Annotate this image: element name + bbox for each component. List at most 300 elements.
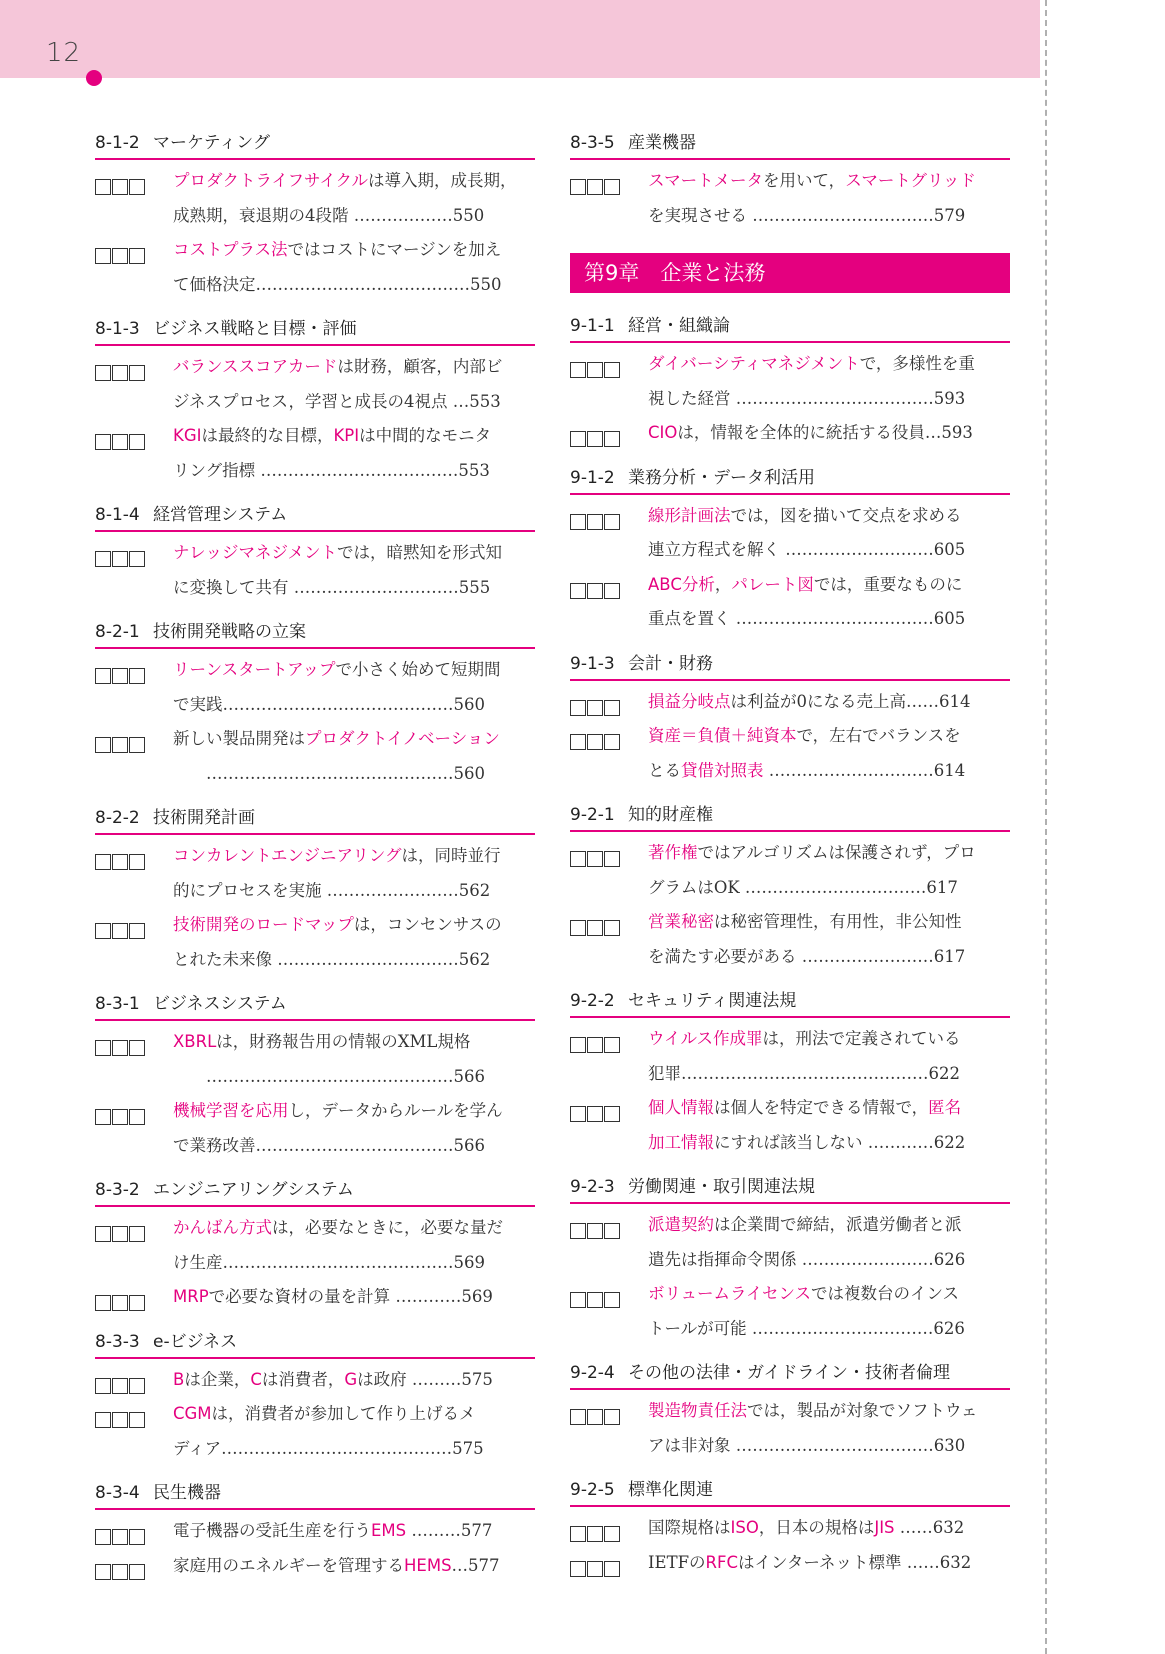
checkbox[interactable] [112,1412,128,1428]
item-text: にすれば該当しない …………622 [714,1132,966,1152]
checkbox[interactable] [570,920,586,936]
checkbox[interactable] [587,1409,603,1425]
checkbox[interactable] [95,365,111,381]
keyword: MRP [173,1287,209,1306]
checkbox[interactable] [129,1564,145,1580]
checklist-item [95,1397,535,1466]
checkbox[interactable] [587,1561,603,1577]
keyword: 資産＝負債＋純資本 [648,726,797,745]
item-line [648,1126,1010,1161]
item-line [648,1312,1010,1347]
checkbox[interactable] [604,1223,620,1239]
left-column [95,128,535,1595]
checkbox[interactable] [604,920,620,936]
checkbox[interactable] [570,1106,586,1122]
keyword: 機械学習を応用 [173,1101,289,1120]
section-9-1-2 [570,463,1010,637]
item-line [648,905,1010,940]
keyword: ISO [730,1518,759,1537]
item-text: 重点を置く ………………………………605 [648,609,966,628]
item-line [648,754,1010,789]
checklist-item [95,1514,535,1549]
keyword: プロダクトライフサイクル [173,171,369,190]
checkbox[interactable] [587,431,603,447]
checkbox[interactable] [95,1412,111,1428]
section-number: 8-3-5 [570,133,615,153]
checklist-item [95,164,535,233]
item-text: に変換して共有 …………………………555 [173,577,491,597]
item-line [173,233,535,268]
section-heading [570,1358,1010,1390]
checkbox[interactable] [112,1040,128,1056]
checkbox[interactable] [570,514,586,530]
checkbox[interactable] [604,514,620,530]
section-title: その他の法律・ガイドライン・技術者倫理 [628,1363,950,1383]
item-text: ………577 [406,1521,493,1540]
checkbox-group [570,1555,621,1590]
checkbox[interactable] [587,362,603,378]
checkbox[interactable] [604,1292,620,1308]
item-text: は，財務報告用の情報のXML規格 [216,1032,471,1051]
item-text: とれた未来像 ……………………………562 [173,949,491,969]
keyword: ダイバーシティマネジメント [648,354,860,373]
item-text: は財務，顧客，内部ビ [337,357,503,376]
item-line [648,164,1010,199]
item-text: IETFの [648,1552,706,1572]
checkbox[interactable] [604,1409,620,1425]
item-text: は企業間で締結，派遣労働者と派 [714,1215,962,1234]
checkbox[interactable] [587,734,603,750]
keyword: CIO [648,423,678,442]
checkbox[interactable] [587,851,603,867]
item-text: は，刑法で定義されている [762,1029,961,1048]
item-text: は企業， [184,1369,251,1389]
section-heading [95,500,535,532]
item-text: アは非対象 ………………………………630 [648,1435,966,1455]
checkbox[interactable] [129,854,145,870]
checkbox-group [95,731,146,766]
checkbox[interactable] [587,700,603,716]
item-line [173,1397,535,1432]
item-line [648,871,1010,906]
item-text: ではコストにマージンを加え [287,240,502,259]
item-text: て価格決定…………………………………550 [173,274,502,294]
checklist-item [95,722,535,791]
checkbox-group [95,1220,146,1255]
checkbox[interactable] [112,1109,128,1125]
item-text: 的にプロセスを実施 ……………………562 [173,880,491,900]
checkbox[interactable] [587,583,603,599]
keyword: スマートメータ [648,171,764,190]
header-band [0,0,1040,78]
checkbox[interactable] [95,737,111,753]
item-line [173,454,535,489]
keyword: 損益分岐点 [648,691,731,711]
checkbox-group [570,577,621,612]
checkbox[interactable] [112,1295,128,1311]
item-text: は，消費者が参加して作り上げるメ [211,1404,476,1423]
checkbox[interactable] [95,668,111,684]
checkbox[interactable] [129,923,145,939]
section-9-2-3 [570,1172,1010,1346]
keyword: 派遣契約 [648,1215,714,1234]
checkbox[interactable] [570,1526,586,1542]
keyword: KPI [333,426,360,445]
checklist-item [570,836,1010,905]
checkbox[interactable] [95,1378,111,1394]
checkbox-group [570,1217,621,1252]
item-line [648,347,1010,382]
item-line [648,602,1010,637]
item-line [173,1432,535,1467]
keyword: コストプラス法 [173,240,288,259]
checkbox[interactable] [587,1106,603,1122]
keyword: バランススコアカード [173,357,338,376]
item-text: はインターネット標準 ……632 [738,1552,972,1572]
keyword: ウイルス作成罪 [648,1029,763,1048]
right-column [570,128,1010,1592]
checkbox[interactable] [112,1564,128,1580]
item-line [173,653,535,688]
section-heading [95,1478,535,1510]
section-number: 8-3-2 [95,1180,140,1200]
item-text: ，日本の規格は [758,1518,875,1537]
checkbox[interactable] [95,434,111,450]
checklist-item [95,653,535,722]
item-line [173,385,535,420]
checkbox[interactable] [587,179,603,195]
item-line [173,1060,535,1095]
checklist-item [570,1091,1010,1160]
section-title: 民生機器 [153,1483,221,1503]
item-text: 電子機器の受託生産を行う [173,1521,371,1540]
item-line [648,1394,1010,1429]
checkbox[interactable] [95,1040,111,1056]
checkbox[interactable] [95,179,111,195]
checklist-item [570,347,1010,416]
checkbox[interactable] [95,551,111,567]
checklist-item [570,1208,1010,1277]
item-text: け生産……………………………………569 [173,1252,485,1272]
section-8-3-3 [95,1327,535,1467]
item-line [648,1091,1010,1126]
item-text: は，必要なときに，必要な量だ [272,1218,503,1237]
checkbox[interactable] [587,1526,603,1542]
checkbox[interactable] [95,1529,111,1545]
section-8-3-1 [95,989,535,1163]
page-number: 12 [46,38,82,68]
keyword: ボリュームライセンス [648,1284,812,1303]
checkbox-group [95,1289,146,1324]
checkbox[interactable] [129,365,145,381]
checkbox[interactable] [604,851,620,867]
item-text: で，左右でバランスを [796,726,961,745]
section-heading [95,128,535,160]
item-line [648,1429,1010,1464]
checklist-item [95,536,535,605]
checkbox[interactable] [604,1526,620,1542]
item-line [648,199,1010,234]
item-text: ………………………………………560 [173,763,485,783]
keyword: XBRL [173,1032,217,1051]
item-text: を用いて， [763,171,846,190]
section-heading [570,800,1010,832]
section-title: 産業機器 [628,133,696,153]
checkbox[interactable] [570,1561,586,1577]
checkbox[interactable] [95,1226,111,1242]
keyword: パレート図 [731,574,814,594]
section-number: 8-3-4 [95,1483,140,1503]
section-heading [95,803,535,835]
item-line [173,908,535,943]
checkbox[interactable] [129,1226,145,1242]
checkbox[interactable] [129,1040,145,1056]
checkbox[interactable] [587,1037,603,1053]
item-line [648,685,1010,720]
section-9-2-5 [570,1475,1010,1580]
section-9-1-3 [570,649,1010,789]
checkbox[interactable] [112,668,128,684]
checkbox[interactable] [129,737,145,753]
checkbox[interactable] [112,923,128,939]
section-8-3-5 [570,128,1010,233]
checkbox-group [570,1286,621,1321]
item-line [173,1025,535,1060]
checklist-item [570,685,1010,720]
keyword: 個人情報 [648,1098,714,1117]
item-line [648,1511,1010,1546]
checkbox[interactable] [129,1109,145,1125]
section-9-1-1 [570,311,1010,451]
checkbox[interactable] [129,551,145,567]
item-line [173,1549,535,1584]
item-line [648,568,1010,603]
checkbox[interactable] [95,248,111,264]
checkbox[interactable] [112,551,128,567]
item-text: とる [648,760,681,780]
checkbox[interactable] [570,734,586,750]
checkbox[interactable] [129,1529,145,1545]
item-line [173,839,535,874]
keyword: JIS [874,1518,895,1537]
item-line [648,940,1010,975]
section-8-1-2 [95,128,535,302]
item-line [173,1246,535,1281]
checkbox[interactable] [570,851,586,867]
checkbox[interactable] [112,1226,128,1242]
checkbox-group [570,1100,621,1135]
checkbox[interactable] [604,1106,620,1122]
checkbox[interactable] [129,1295,145,1311]
section-title: 経営管理システム [153,505,288,525]
section-number: 8-1-2 [95,133,140,153]
section-title: 技術開発戦略の立案 [153,622,306,642]
section-heading [95,1327,535,1359]
checkbox[interactable] [112,179,128,195]
keyword: スマートグリッド [845,171,976,190]
item-line [173,688,535,723]
item-text: は個人を特定できる情報で， [714,1098,929,1117]
item-text: 国際規格は [648,1518,731,1537]
checkbox[interactable] [112,1378,128,1394]
section-heading [570,649,1010,681]
checkbox-group [570,914,621,949]
checkbox[interactable] [587,514,603,530]
item-text: ジネスプロセス，学習と成長の4視点 …553 [173,391,501,411]
checkbox[interactable] [587,1292,603,1308]
section-number: 8-2-2 [95,808,140,828]
keyword: プロダクトイノベーション [305,729,500,748]
checkbox[interactable] [95,1564,111,1580]
section-heading [570,986,1010,1018]
keyword: 著作権 [648,843,698,862]
checkbox[interactable] [570,179,586,195]
checkbox[interactable] [570,583,586,599]
section-9-2-4 [570,1358,1010,1463]
checkbox[interactable] [587,920,603,936]
keyword: コンカレントエンジニアリング [173,846,402,865]
checklist-item [570,905,1010,974]
checkbox[interactable] [95,1109,111,1125]
section-number: 9-2-4 [570,1363,615,1383]
section-title: 知的財産権 [628,805,713,825]
checkbox-group [570,173,621,208]
checkbox[interactable] [112,365,128,381]
checkbox[interactable] [604,700,620,716]
item-text: 連立方程式を解く ………………………605 [648,540,966,559]
checkbox[interactable] [95,1295,111,1311]
checkbox-group [570,356,621,391]
section-heading [95,989,535,1021]
keyword: 技術開発のロードマップ [173,915,354,934]
item-text: は利益が0になる売上高……614 [730,691,971,711]
checkbox[interactable] [604,1561,620,1577]
checkbox[interactable] [95,854,111,870]
item-line [173,419,535,454]
checkbox[interactable] [570,1409,586,1425]
cut-line [1045,0,1047,1654]
item-line [173,1514,535,1549]
item-line [173,757,535,792]
checklist-item [95,1094,535,1163]
item-text: トールが可能 ……………………………626 [648,1318,965,1338]
checkbox[interactable] [112,737,128,753]
checkbox-group [95,428,146,463]
item-text: は導入期，成長期， [368,171,517,190]
checkbox[interactable] [587,1223,603,1239]
item-line [173,1211,535,1246]
checkbox-group [570,845,621,880]
checklist-item [570,1022,1010,1091]
checkbox[interactable] [604,1037,620,1053]
item-text: 視した経営 ………………………………593 [648,388,966,408]
checkbox[interactable] [604,431,620,447]
section-title: ビジネスシステム [153,994,287,1014]
section-9-2-2 [570,986,1010,1160]
item-text: …577 [451,1555,500,1575]
checkbox[interactable] [129,1412,145,1428]
checkbox[interactable] [570,362,586,378]
checkbox[interactable] [112,854,128,870]
section-8-3-2 [95,1175,535,1315]
checkbox[interactable] [604,734,620,750]
item-text: では複数台のインス [811,1284,960,1303]
section-9-2-1 [570,800,1010,974]
item-line [173,571,535,606]
keyword: KGI [173,426,202,445]
checkbox-group [570,425,621,460]
item-text: ……632 [894,1518,965,1537]
item-text: は秘密管理性，有用性，非公知性 [714,912,962,931]
section-heading [95,1175,535,1207]
item-line [173,350,535,385]
checkbox-group [95,917,146,952]
checkbox[interactable] [129,668,145,684]
checklist-item [570,719,1010,788]
checkbox-group [95,242,146,277]
item-text: で実践……………………………………560 [173,694,485,714]
chapter-heading: 第9章 企業と法務 [570,253,1010,293]
checkbox[interactable] [129,434,145,450]
item-line [173,1129,535,1164]
section-number: 8-1-3 [95,319,140,339]
keyword: EMS [371,1521,407,1540]
page-number-dot [86,70,102,86]
checkbox-group [95,173,146,208]
checkbox-group [95,1034,146,1069]
item-line [648,382,1010,417]
section-heading [95,314,535,346]
item-line [648,719,1010,754]
checkbox[interactable] [112,434,128,450]
keyword: 匿名 [928,1098,962,1117]
keyword: 加工情報 [648,1132,714,1152]
keyword: 営業秘密 [648,912,714,931]
item-line [173,536,535,571]
item-text: は，コンセンサスの [353,915,502,934]
section-number: 9-2-1 [570,805,615,825]
checkbox[interactable] [604,583,620,599]
section-heading [570,463,1010,495]
section-heading [570,128,1010,160]
item-line [648,836,1010,871]
item-line [173,199,535,234]
checkbox[interactable] [570,700,586,716]
keyword: ABC分析 [648,574,715,594]
checkbox[interactable] [129,248,145,264]
checkbox[interactable] [112,248,128,264]
checkbox[interactable] [570,431,586,447]
section-title: 技術開発計画 [153,808,255,828]
item-text: 犯罪………………………………………622 [648,1063,960,1083]
checkbox[interactable] [129,1378,145,1394]
checkbox[interactable] [570,1223,586,1239]
checkbox[interactable] [570,1292,586,1308]
checkbox[interactable] [129,179,145,195]
checkbox[interactable] [95,923,111,939]
item-line [648,1022,1010,1057]
checkbox-group [95,1406,146,1441]
checklist-item [570,1277,1010,1346]
section-number: 9-2-3 [570,1177,615,1197]
item-text: ディア……………………………………575 [173,1438,484,1458]
checkbox[interactable] [604,179,620,195]
checkbox[interactable] [112,1529,128,1545]
section-heading [95,617,535,649]
checkbox[interactable] [604,362,620,378]
checkbox[interactable] [570,1037,586,1053]
checklist-item [95,419,535,488]
